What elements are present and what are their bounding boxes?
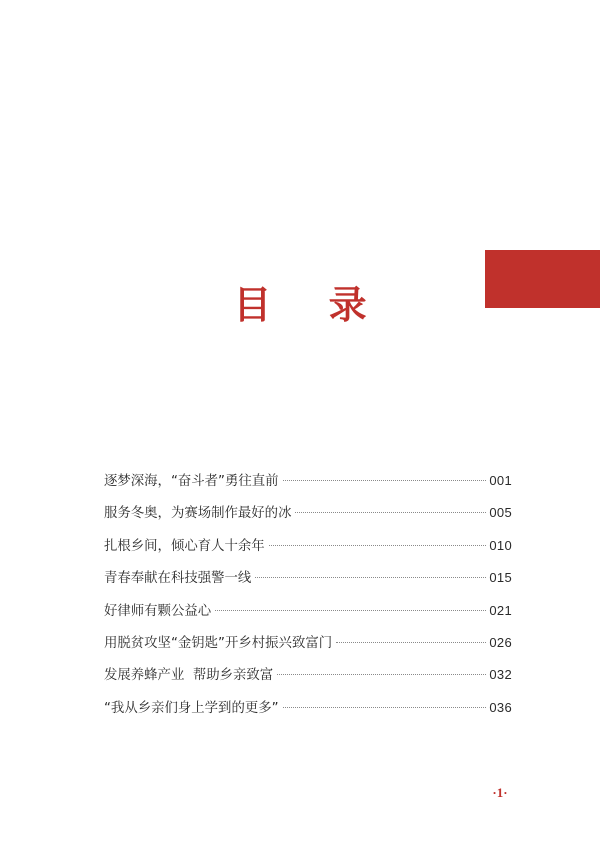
toc-entry[interactable] (104, 600, 512, 632)
toc-leader-dots (336, 642, 486, 643)
toc-entry-title: 逐梦深海，“奋斗者”勇往直前 (104, 474, 279, 489)
toc-entry[interactable] (104, 632, 512, 664)
toc-entry-page: 021 (489, 602, 512, 618)
toc-entry-page: 032 (489, 667, 512, 683)
toc-entry-title: 用脱贫攻坚“金钥匙”开乡村振兴致富门 (104, 635, 333, 651)
table-of-contents (104, 470, 512, 729)
toc-leader-dots (215, 610, 486, 611)
toc-entry-page: 015 (489, 570, 512, 586)
page-title: 目 录 (233, 282, 389, 328)
toc-entry-title: 扎根乡间，倾心育人十余年 (104, 538, 265, 554)
toc-entry-page: 036 (489, 699, 512, 715)
toc-entry-page: 001 (489, 473, 512, 488)
toc-entry-title: 服务冬奥，为赛场制作最好的冰 (104, 506, 292, 522)
toc-leader-dots (295, 512, 486, 513)
page-number: ·1· (492, 785, 508, 800)
toc-entry-title: 青春奉献在科技强警一线 (104, 571, 252, 587)
toc-entry-title: 好律师有颗公益心 (104, 603, 212, 619)
toc-entry[interactable] (104, 664, 512, 696)
toc-leader-dots (269, 545, 487, 546)
toc-leader-dots (277, 674, 486, 675)
toc-leader-dots (283, 480, 487, 481)
toc-entry[interactable] (104, 535, 512, 567)
toc-leader-dots (283, 707, 487, 708)
toc-entry-page: 005 (489, 505, 512, 521)
toc-entry-page: 026 (489, 634, 512, 650)
toc-entry[interactable] (104, 470, 512, 502)
toc-entry-title: 发展养蜂产业 帮助乡亲致富 (104, 668, 274, 684)
toc-leader-dots (255, 577, 486, 578)
toc-entry-title: “我从乡亲们身上学到的更多” (104, 700, 279, 716)
toc-entry-page: 010 (489, 537, 512, 553)
toc-entry[interactable] (104, 567, 512, 599)
toc-entry[interactable] (104, 502, 512, 534)
toc-entry[interactable] (104, 697, 512, 729)
